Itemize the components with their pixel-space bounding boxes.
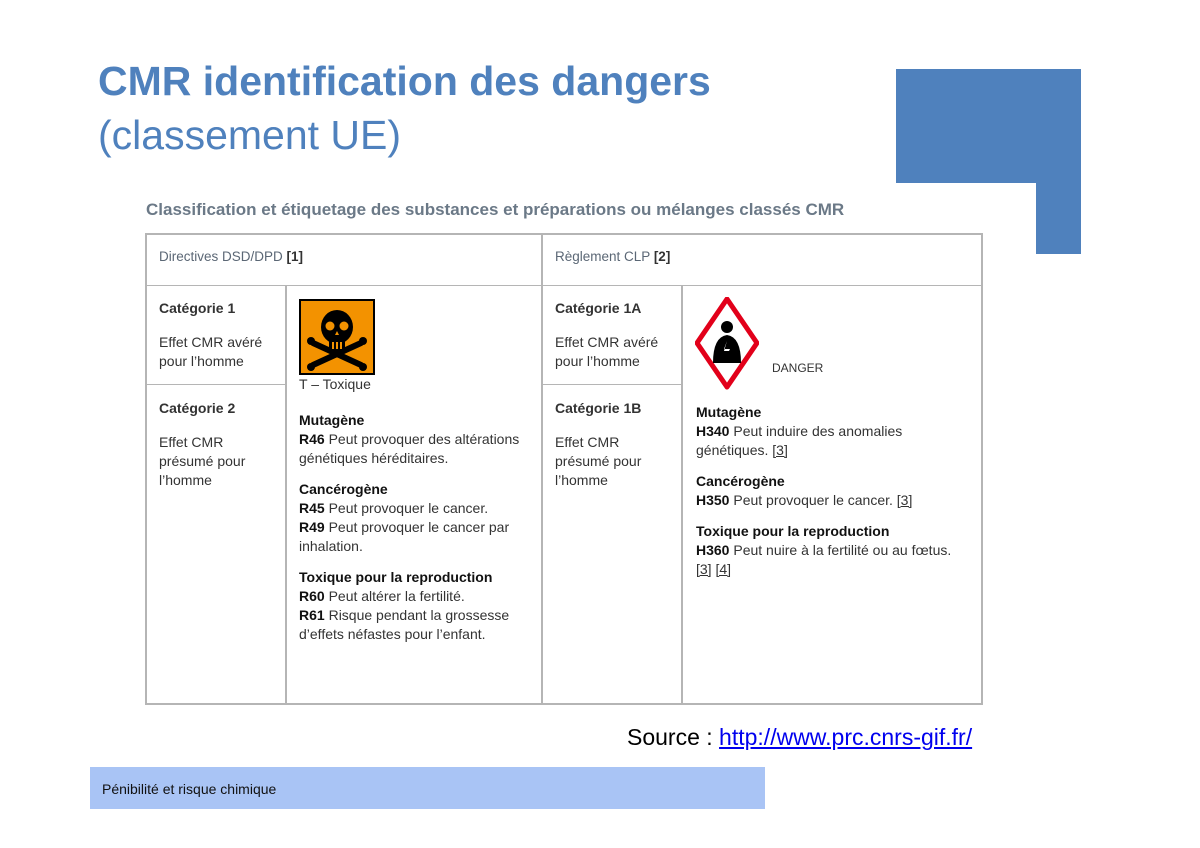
clp-category-1a: Catégorie 1A Effet CMR avéré pour l’homme <box>555 300 659 369</box>
source-line <box>627 724 972 751</box>
clp-hazard-statements: Mutagène H340 Peut induire des anomalies génétiques. [3] Cancérogène H350 Peut provoquer le cancer. [3] Toxique pour la reproduction H360 Peut nuire à la fertilité ou au fœtus. [3] [4] <box>696 404 952 577</box>
reference-link[interactable]: [3] <box>772 442 788 458</box>
dsd-header: Directives DSD/DPD [1] <box>159 249 304 264</box>
dsd-category-2: Catégorie 2 Effet CMR présumé pour l’homme <box>159 400 246 488</box>
clp-category-1b: Catégorie 1B Effet CMR présumé pour l’homme <box>555 400 642 488</box>
classification-table <box>145 233 983 705</box>
footer-text: Pénibilité et risque chimique <box>102 781 277 797</box>
toxic-pictogram-caption: T – Toxique <box>299 376 371 392</box>
slide-subtitle: (classement UE) <box>98 112 402 158</box>
reference-link[interactable]: [3] <box>696 561 712 577</box>
decorative-block <box>896 69 1081 183</box>
slide-title: CMR identification des dangers <box>98 58 711 104</box>
danger-signal-word: DANGER <box>772 361 824 375</box>
health-hazard-icon <box>695 297 759 391</box>
reference-link[interactable]: [3] <box>896 492 913 508</box>
dsd-category-1: Catégorie 1 Effet CMR avéré pour l’homme <box>159 300 263 369</box>
decorative-block-tab <box>1036 183 1081 254</box>
reference-link[interactable]: [4] <box>715 561 732 577</box>
figure-title: Classification et étiquetage des substances et préparations ou mélanges classés CMR <box>146 200 845 219</box>
footer-bar <box>90 767 765 809</box>
dsd-hazard-statements: Mutagène R46 Peut provoquer des altérations génétiques héréditaires. Cancérogène R45 Peut provoquer le cancer. R49 Peut provoquer le cancer par inhalation. Toxique pour la reproduction R60 Peut altérer la fertilité. R61 Risque pendant la grossesse d’effets néfastes pour l’enfant. <box>299 412 520 642</box>
source-label: Source : <box>627 724 720 750</box>
source-link[interactable]: http://www.prc.cnrs-gif.fr/ <box>719 724 973 750</box>
toxic-skull-icon <box>299 299 375 375</box>
clp-header: Règlement CLP [2] <box>555 249 671 264</box>
